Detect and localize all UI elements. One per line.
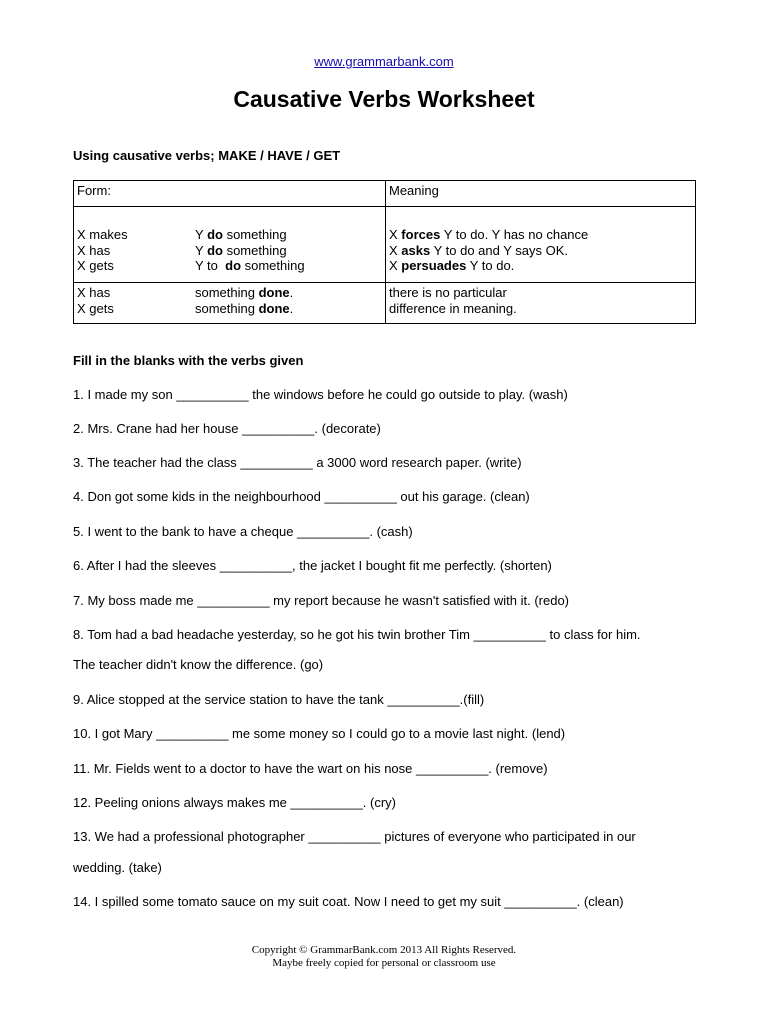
- form-line: X gets Y to do something: [77, 258, 305, 273]
- meaning-line: difference in meaning.: [389, 300, 517, 316]
- table-row: [74, 207, 696, 283]
- question-line: 10. I got Mary __________ me some money so I could go to a movie last night. (lend): [73, 726, 566, 741]
- question-line: 2. Mrs. Crane had her house __________. (decorate): [73, 421, 381, 436]
- form-header: Form:: [77, 183, 111, 198]
- meaning-line: X forces Y to do. Y has no chance: [389, 227, 589, 242]
- question-line: 7. My boss made me __________ my report because he wasn't satisfied with it. (redo): [73, 593, 570, 608]
- question-line: 8. Tom had a bad headache yesterday, so he got his twin brother Tim __________ to class for him.: [73, 627, 641, 642]
- question-line: 14. I spilled some tomato sauce on my suit coat. Now I need to get my suit __________. (clean): [73, 894, 624, 909]
- usage-note: Maybe freely copied for personal or classroom use: [272, 957, 496, 969]
- meaning-header: Meaning: [389, 183, 439, 198]
- meaning-header-cell: [386, 181, 696, 207]
- meaning-line: X asks Y to do and Y says OK.: [389, 242, 569, 258]
- section-heading-causatives: Using causative verbs; MAKE / HAVE / GET: [73, 148, 341, 163]
- question-line: 3. The teacher had the class __________ a 3000 word research paper. (write): [73, 455, 522, 470]
- page-title: Causative Verbs Worksheet: [233, 86, 535, 112]
- table-header-row: [74, 181, 696, 207]
- table-row: [74, 283, 696, 324]
- form-line: X makes Y do something: [77, 227, 287, 242]
- question-line: 6. After I had the sleeves __________, the jacket I bought fit me perfectly. (shorten): [73, 558, 552, 573]
- question-line: The teacher didn't know the difference. (go): [73, 657, 324, 672]
- site-link[interactable]: www.grammarbank.com: [314, 54, 454, 69]
- section-heading-exercise: Fill in the blanks with the verbs given: [73, 353, 304, 368]
- copyright-line: Copyright © GrammarBank.com 2013 All Rights Reserved.: [251, 944, 517, 956]
- meaning-cell: [386, 207, 696, 283]
- meaning-cell: [386, 283, 696, 324]
- question-line: 13. We had a professional photographer __________ pictures of everyone who participated in our: [73, 829, 636, 844]
- question-line: 1. I made my son __________ the windows before he could go outside to play. (wash): [73, 387, 568, 402]
- form-line: X has Y do something: [77, 242, 287, 258]
- causative-forms-table: [73, 180, 696, 324]
- question-line: 9. Alice stopped at the service station to have the tank __________.(fill): [73, 692, 485, 707]
- meaning-line: there is no particular: [389, 285, 507, 300]
- form-cell: [74, 283, 386, 324]
- form-cell: [74, 207, 386, 283]
- question-line: 4. Don got some kids in the neighbourhood __________ out his garage. (clean): [73, 489, 530, 504]
- question-line: 11. Mr. Fields went to a doctor to have the wart on his nose __________. (remove): [73, 761, 548, 776]
- form-line: X gets something done.: [77, 300, 294, 316]
- question-line: wedding. (take): [73, 860, 162, 875]
- form-line: X has something done.: [77, 285, 294, 300]
- form-header-cell: [74, 181, 386, 207]
- question-line: 12. Peeling onions always makes me __________. (cry): [73, 795, 397, 810]
- question-line: 5. I went to the bank to have a cheque __________. (cash): [73, 524, 413, 539]
- meaning-line: X persuades Y to do.: [389, 258, 515, 273]
